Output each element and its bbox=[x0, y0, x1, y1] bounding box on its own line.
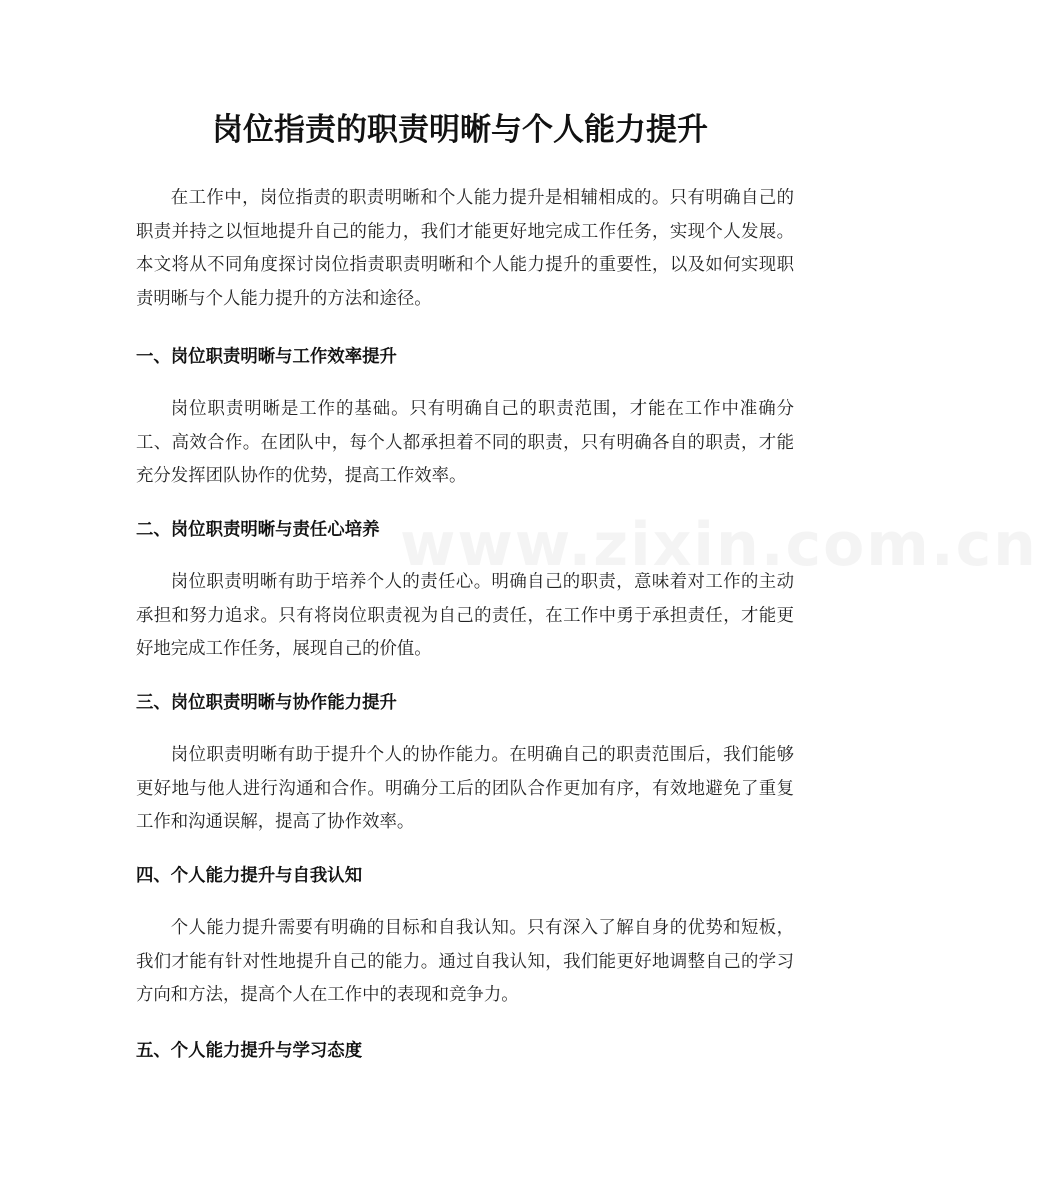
section-4-paragraph: 个人能力提升需要有明确的目标和自我认知。只有深入了解自身的优势和短板，我们才能有针对性地提升自己的能力。通过自我认知，我们能更好地调整自己的学习方向和方法，提高个人在工作中的表现和竞争力。 bbox=[136, 918, 794, 1005]
section-4-heading: 四、个人能力提升与自我认知 bbox=[136, 866, 363, 886]
section-1-heading: 一、岗位职责明晰与工作效率提升 bbox=[136, 347, 397, 367]
section-2-paragraph: 岗位职责明晰有助于培养个人的责任心。明确自己的职责，意味着对工作的主动承担和努力追求。只有将岗位职责视为自己的责任，在工作中勇于承担责任，才能更好地完成工作任务，展现自己的价值。 bbox=[136, 572, 794, 659]
document-title: 岗位指责的职责明晰与个人能力提升 bbox=[212, 112, 708, 148]
section-1-paragraph: 岗位职责明晰是工作的基础。只有明确自己的职责范围，才能在工作中准确分工、高效合作。在团队中，每个人都承担着不同的职责，只有明确各自的职责，才能充分发挥团队协作的优势，提高工作效率。 bbox=[136, 399, 794, 486]
section-2-heading: 二、岗位职责明晰与责任心培养 bbox=[136, 520, 380, 540]
watermark-text: www.zixin.com.cn bbox=[400, 510, 1038, 580]
intro-paragraph: 在工作中，岗位指责的职责明晰和个人能力提升是相辅相成的。只有明确自己的职责并持之以恒地提升自己的能力，我们才能更好地完成工作任务，实现个人发展。本文将从不同角度探讨岗位指责职责明晰和个人能力提升的重要性，以及如何实现职责明晰与个人能力提升的方法和途径。 bbox=[136, 188, 794, 309]
section-3-heading: 三、岗位职责明晰与协作能力提升 bbox=[136, 693, 397, 713]
section-3-paragraph: 岗位职责明晰有助于提升个人的协作能力。在明确自己的职责范围后，我们能够更好地与他人进行沟通和合作。明确分工后的团队合作更加有序，有效地避免了重复工作和沟通误解，提高了协作效率。 bbox=[136, 745, 794, 832]
section-5-heading: 五、个人能力提升与学习态度 bbox=[136, 1041, 363, 1061]
